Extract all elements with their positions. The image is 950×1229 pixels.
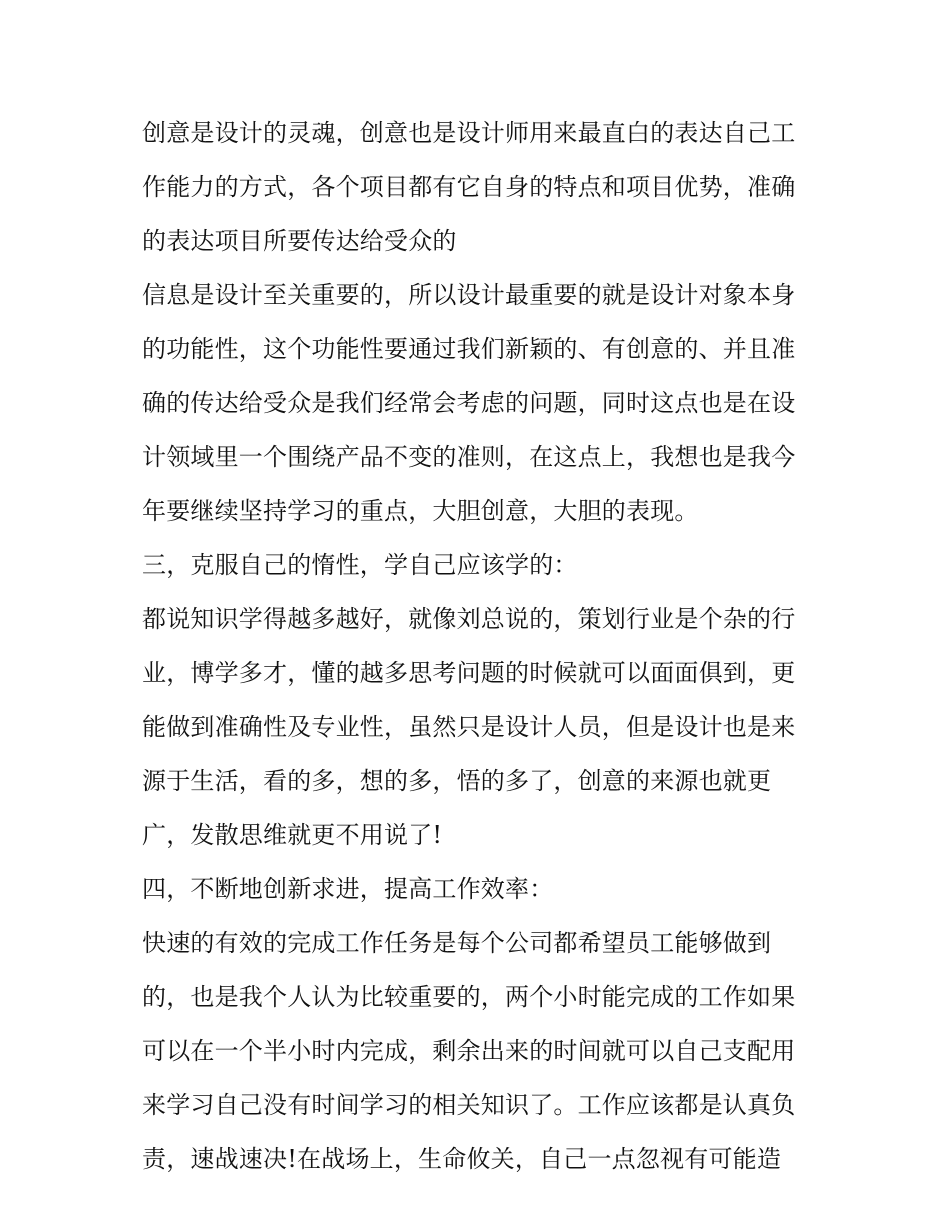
section-heading: 三，克服自己的惰性，学自己应该学的： [142,551,578,579]
text-line: 业，博学多才，懂的越多思考问题的时候就可以面面俱到，更 [142,659,796,687]
text-line: 计领域里一个围绕产品不变的准则，在这点上，我想也是我今 [142,443,796,471]
text-line: 来学习自己没有时间学习的相关知识了。工作应该都是认真负 [142,1091,796,1119]
section-heading: 四，不断地创新求进，提高工作效率： [142,875,554,903]
text-line: 责，速战速决!在战场上，生命攸关，自己一点忽视有可能造 [142,1145,782,1173]
text-line: 的，也是我个人认为比较重要的，两个小时能完成的工作如果 [142,983,796,1011]
text-line: 信息是设计至关重要的，所以设计最重要的就是设计对象本身 [142,281,796,309]
text-line: 广，发散思维就更不用说了! [142,821,443,849]
text-line: 可以在一个半小时内完成，剩余出来的时间就可以自己支配用 [142,1037,796,1065]
text-line: 创意是设计的灵魂，创意也是设计师用来最直白的表达自己工 [142,119,796,147]
text-line: 能做到准确性及专业性，虽然只是设计人员，但是设计也是来 [142,713,796,741]
text-line: 作能力的方式，各个项目都有它自身的特点和项目优势，准确 [142,173,796,201]
document-body [142,106,822,1186]
text-line: 快速的有效的完成工作任务是每个公司都希望员工能够做到 [142,929,772,957]
text-line: 年要继续坚持学习的重点，大胆创意，大胆的表现。 [142,497,699,525]
text-line: 的功能性，这个功能性要通过我们新颖的、有创意的、并且准 [142,335,796,363]
text-line: 都说知识学得越多越好，就像刘总说的，策划行业是个杂的行 [142,605,796,633]
text-line: 源于生活，看的多，想的多，悟的多了，创意的来源也就更 [142,767,772,795]
text-line: 的表达项目所要传达给受众的 [142,227,457,255]
text-line: 确的传达给受众是我们经常会考虑的问题，同时这点也是在设 [142,389,796,417]
